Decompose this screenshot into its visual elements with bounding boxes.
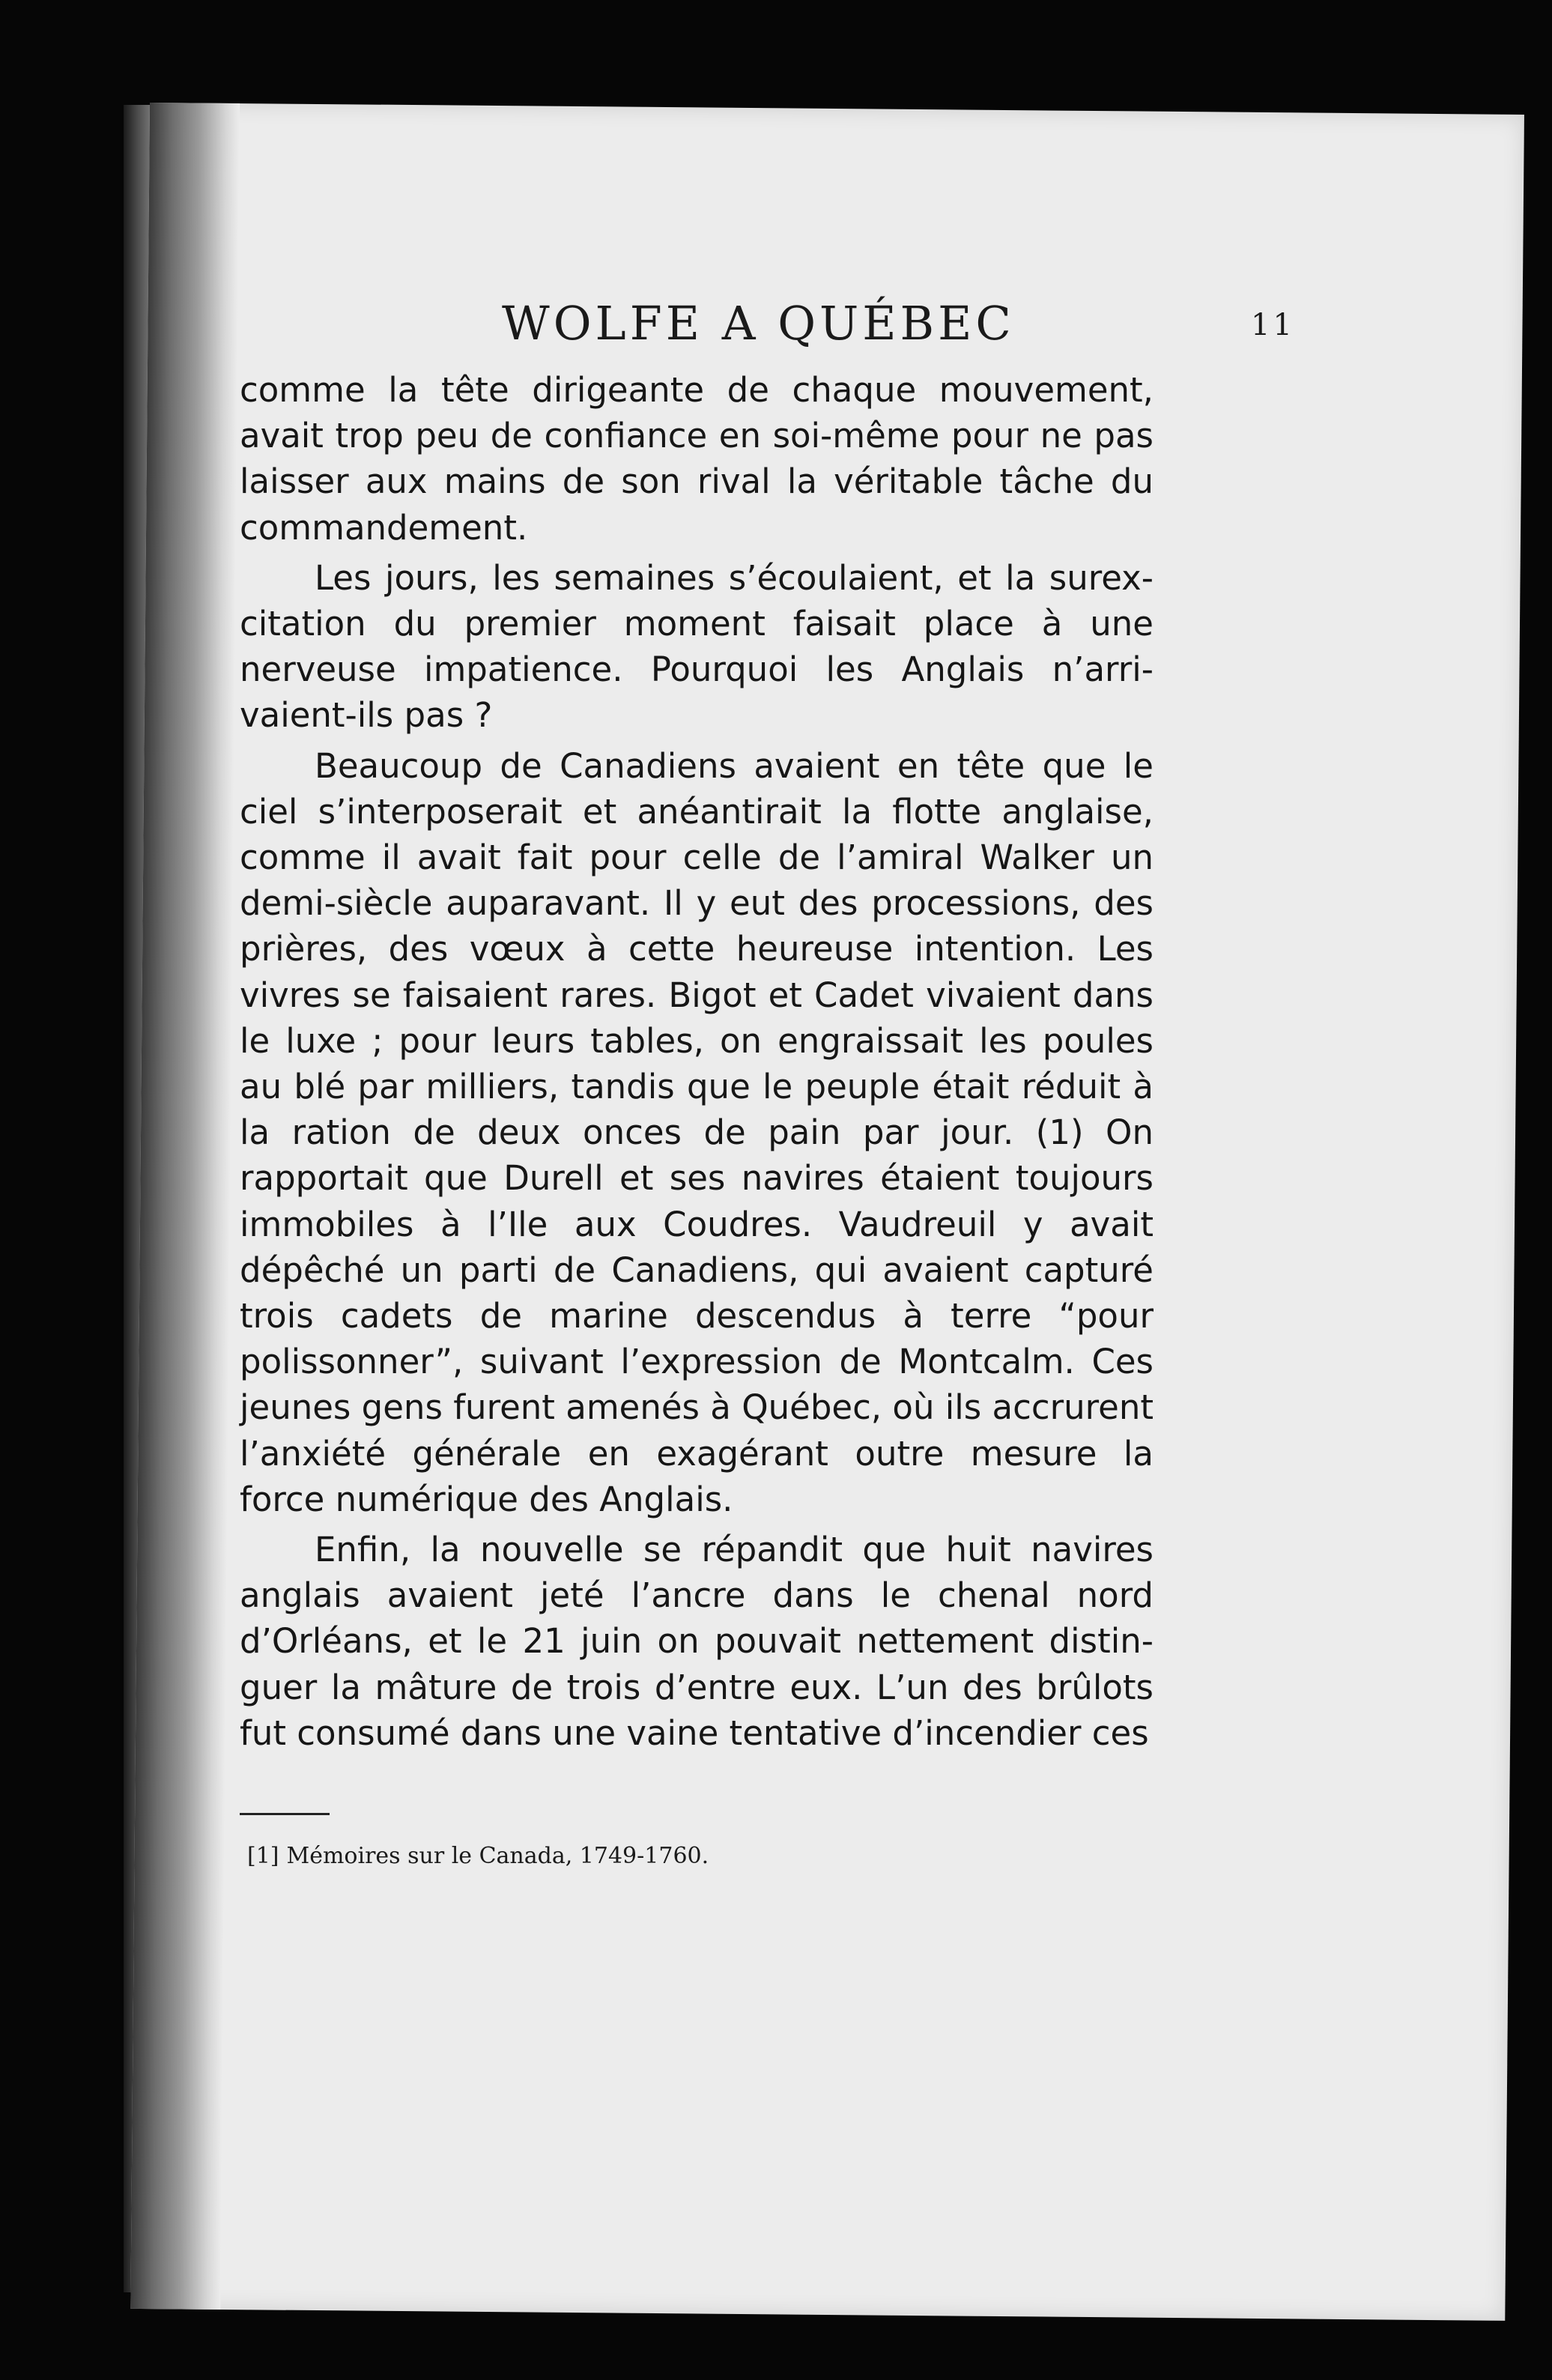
paragraph: Les jours, les semaines s’écoulaient, et la surexcitation du premier moment faisait place à une nerveuse impatience. Pourquoi les Anglais n’arrivaient-ils pas ? [240, 557, 1154, 736]
paragraph: Enfin, la nouvelle se répandit que huit navires anglais avaient jeté l’ancre dans le chenal nord d’Orléans, et le 21 juin on pouvait nettement distinguer la mâture de trois d’entre eux. L’un des brûlots fut consumé dans une vaine tentative d’incendier ces [240, 1530, 1154, 1753]
footnote-rule [240, 1813, 330, 1815]
paragraph: Beaucoup de Canadiens avaient en tête que le ciel s’interposerait et anéantirait la flotte anglaise, comme il avait fait pour celle de l’amiral Walker un demi-siècle auparavant. Il y eut des processions, des prières, des vœux à cette heureuse intention. Les vivres se faisaient rares. Bigot et Cadet vivaient dans le luxe ; pour leurs tables, on engraissait les poules au blé par milliers, tandis que le peuple était réduit à la ration de deux onces de pain par jour. (1) On rapportait que Durell et ses navires étaient toujours immobiles à l’Ile aux Coudres. Vaudreuil y avait dépêché un parti de Canadiens, qui avaient capturé trois cadets de marine descendus à terre “pour polissonner”, suivant l’expression de Montcalm. Ces jeunes gens furent amenés à Québec, où ils accrurent l’anxiété générale en exagérant outre mesure la force numérique des Anglais. [240, 745, 1154, 1519]
footnote [247, 1843, 709, 1869]
paragraph: comme la tête dirigeante de chaque mouvement, avait trop peu de confiance en soi-même pour ne pas laisser aux mains de son rival la véritable tâche du commandement. [240, 370, 1154, 548]
body-text [240, 367, 1154, 1760]
page-number: 11 [1251, 308, 1295, 342]
footnote-mark: [1] [247, 1843, 279, 1869]
running-title: WOLFE A QUÉBEC [502, 296, 1015, 351]
page-gutter-shading [130, 103, 240, 2310]
page-header [502, 296, 1326, 378]
footnote-text: Mémoires sur le Canada, 1749-1760. [286, 1843, 709, 1869]
